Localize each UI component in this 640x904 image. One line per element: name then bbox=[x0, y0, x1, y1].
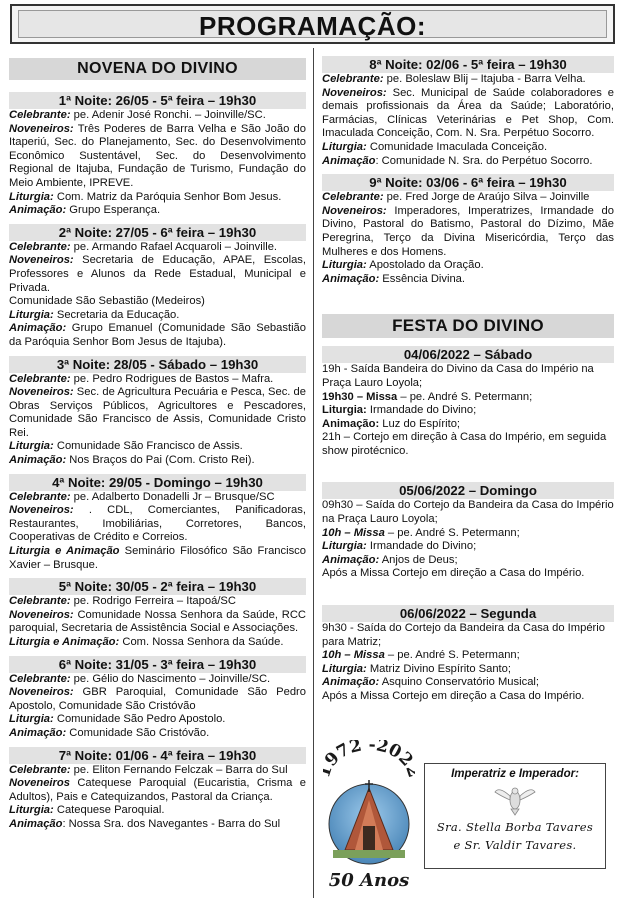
entry-line bbox=[322, 499, 614, 526]
entry-line bbox=[322, 87, 614, 141]
entry-line-label: Celebrante: bbox=[9, 240, 71, 253]
entry-line-label: Noveneiros: bbox=[9, 608, 74, 621]
entry-line-label: Noveneiros bbox=[9, 777, 70, 790]
church-emblem bbox=[323, 740, 415, 900]
entry-line-text: Comunidade São Cristóvão. bbox=[66, 726, 210, 739]
entry-body bbox=[9, 595, 306, 649]
entry-line-label: Animação: bbox=[9, 322, 67, 335]
entry-line-text: Secretaria de Educação, APAE, Escolas, Professores e Alunos da Rede Estadual, Municipal e Privada. bbox=[9, 254, 306, 294]
entry-line-label: Liturgia e Animação bbox=[9, 545, 120, 558]
entry-line-label: Liturgia: bbox=[322, 140, 367, 153]
entry-line bbox=[322, 554, 614, 568]
entry-line-text: : Nossa Sra. dos Navegantes - Barra do Sul bbox=[62, 817, 281, 830]
entry-line-label: Animação: bbox=[322, 272, 380, 285]
entry-line bbox=[9, 386, 306, 440]
entry-line bbox=[9, 727, 306, 741]
entry-line-label: Celebrante: bbox=[9, 595, 71, 608]
entry-line-text: Grupo Esperança. bbox=[66, 204, 161, 217]
entry-line-label: Noveneiros: bbox=[9, 122, 74, 135]
entry-line-label: Celebrante: bbox=[322, 73, 384, 85]
entry-line-text: Apostolado da Oração. bbox=[366, 259, 484, 272]
entry-line-text: pe. Fred Jorge de Araújo Silva – Joinville bbox=[383, 191, 590, 204]
entry-line-text: Comunidade São Pedro Apostolo. bbox=[53, 713, 226, 726]
entry-line-label: Animação: bbox=[9, 454, 67, 467]
entry-line bbox=[322, 690, 614, 704]
entry-line-label: Liturgia e Animação: bbox=[9, 636, 120, 648]
entry-line bbox=[9, 322, 306, 349]
entry-body bbox=[322, 191, 614, 286]
entry-line bbox=[9, 686, 306, 713]
entry-line bbox=[9, 545, 306, 572]
entry-line bbox=[9, 123, 306, 191]
entry-line-text: Após a Missa Cortejo em direção a Casa do Império. bbox=[322, 690, 585, 702]
entry-line bbox=[9, 373, 306, 387]
right-column bbox=[322, 56, 614, 704]
entry-line-text: pe. Adalberto Donadelli Jr – Brusque/SC bbox=[70, 490, 275, 503]
entry-line-label: Celebrante: bbox=[9, 109, 71, 121]
entry-line-text: pe. Armando Rafael Acquaroli – Joinville. bbox=[70, 240, 278, 253]
entry-body bbox=[9, 373, 306, 468]
entry-line bbox=[322, 622, 614, 649]
entry-line-text: Irmandade do Divino; bbox=[366, 540, 477, 553]
entry-line bbox=[9, 241, 306, 255]
entry-line bbox=[322, 567, 614, 581]
entry-line-label: Liturgia: bbox=[9, 713, 54, 726]
emperors-names bbox=[425, 818, 605, 854]
entry-line bbox=[322, 649, 614, 663]
entry-line-label: Celebrante: bbox=[9, 372, 71, 385]
entry-line-label: Liturgia: bbox=[322, 259, 367, 272]
entry-line-label: 10h – Missa bbox=[322, 526, 385, 539]
entry-body bbox=[9, 764, 306, 832]
entry-line-text: pe. Adenir José Ronchi. – Joinville/SC. bbox=[70, 109, 266, 121]
entry-line bbox=[9, 595, 306, 609]
entry-line bbox=[322, 663, 614, 677]
entry-line-text: GBR Paroquial, Comunidade São Pedro Apostolo, Comunidade São Cristóvão bbox=[9, 686, 306, 712]
entry-line bbox=[322, 73, 614, 87]
entry-line-text: : Comunidade N. Sra. do Perpétuo Socorro. bbox=[375, 154, 593, 167]
entry-line bbox=[9, 204, 306, 218]
entry-line-text: Três Poderes de Barra Velha e São João do Itaperiú, Sec. do Planejamento, Sec. do Desenvolvimento Econômico Sustentável, Sec. do Desenvolvimento Regional de Itajuba, Fundação de Turismo, Fundação do Meio Ambiente, IPREVE. bbox=[9, 122, 306, 189]
entry-line bbox=[9, 295, 306, 309]
entry-body bbox=[322, 622, 614, 704]
entry-line-text: Catequese Paroquial (Eucaristia, Crisma e Adultos), Pais e Catequizandos, Pastoral da Criança. bbox=[9, 777, 306, 803]
entry-title: 5ª Noite: 30/05 - 2ª feira – 19h30 bbox=[9, 578, 306, 595]
entry-line-label: Animação: bbox=[9, 204, 67, 217]
dove-icon bbox=[493, 782, 537, 816]
entry-line-label: Noveneiros: bbox=[9, 504, 74, 517]
entry-line-text: 9h30 - Saída do Cortejo da Bandeira da Casa do Império para Matriz; bbox=[322, 622, 605, 648]
entry-line bbox=[322, 418, 614, 432]
entry-title: 2ª Noite: 27/05 - 6ª feira – 19h30 bbox=[9, 224, 306, 241]
entry-line bbox=[322, 404, 614, 418]
novena-section-title: NOVENA DO DIVINO bbox=[9, 58, 306, 80]
entry-line bbox=[322, 363, 614, 390]
entry-line bbox=[322, 527, 614, 541]
entry-body bbox=[322, 363, 614, 458]
entry-line-label: Animação: bbox=[322, 553, 380, 566]
entry-line-text: Secretaria da Educação. bbox=[53, 308, 180, 321]
entry-line-text: pe. Boleslaw Blij – Itajuba - Barra Velha. bbox=[383, 73, 586, 85]
entry-line-text: Comunidade São Francisco de Assis. bbox=[53, 440, 243, 453]
entry-line-label: Celebrante: bbox=[9, 490, 71, 503]
page-title: PROGRAMAÇÃO: bbox=[18, 10, 607, 38]
entry-line-text: Imperadores, Imperatrizes, Irmandade do Divino, Pastoral do Batismo, Pastoral do Dízimo, Mãe Peregrina, Terço da Divina Misericórdia, Terço das Mulheres e dos Homens. bbox=[322, 204, 614, 258]
entry-line-label: Liturgia: bbox=[322, 540, 367, 553]
entry-line-label: Noveneiros: bbox=[9, 686, 74, 699]
entry-line bbox=[9, 636, 306, 650]
entry-line-label: Noveneiros: bbox=[322, 86, 387, 99]
entry-line-text: Anjos de Deus; bbox=[379, 553, 458, 566]
entry-line-text: Comunidade São Sebastião (Medeiros) bbox=[9, 295, 205, 308]
emperors-box bbox=[424, 763, 606, 869]
entry-line bbox=[322, 273, 614, 287]
entry-line-label: Noveneiros: bbox=[9, 386, 74, 399]
entry-line bbox=[322, 141, 614, 155]
entry-line-text: Grupo Emanuel (Comunidade São Sebastião da Paróquia Senhor Bom Jesus de Itajuba). bbox=[9, 322, 306, 348]
entry-title: 4ª Noite: 29/05 - Domingo – 19h30 bbox=[9, 474, 306, 491]
entry-line bbox=[322, 191, 614, 205]
entry-title: 1ª Noite: 26/05 - 5ª feira – 19h30 bbox=[9, 92, 306, 109]
entry-line-label: Liturgia: bbox=[9, 804, 54, 817]
entry-line bbox=[9, 504, 306, 545]
title-banner bbox=[10, 4, 615, 44]
entry-line bbox=[322, 431, 614, 458]
logo-anniversary: 50 Anos bbox=[328, 870, 410, 891]
entry-title: 8ª Noite: 02/06 - 5ª feira – 19h30 bbox=[322, 56, 614, 73]
entry-body bbox=[9, 109, 306, 218]
entry-line-label: Animação bbox=[322, 154, 376, 167]
entry-body bbox=[9, 241, 306, 350]
entry-line-label: Animação: bbox=[322, 417, 380, 430]
entry-title: 6ª Noite: 31/05 - 3ª feira – 19h30 bbox=[9, 656, 306, 673]
entry-line bbox=[322, 676, 614, 690]
entry-line-text: Nos Braços do Pai (Com. Cristo Rei). bbox=[66, 454, 255, 467]
entry-line-text: Com. Matriz da Paróquia Senhor Bom Jesus. bbox=[53, 190, 282, 203]
entry-line-text: pe. Rodrigo Ferreira – Itapoá/SC bbox=[70, 595, 236, 608]
entry-line bbox=[9, 454, 306, 468]
entry-line-text: – pe. André S. Petermann; bbox=[384, 526, 520, 539]
entry-line bbox=[9, 673, 306, 687]
entry-line-label: Celebrante: bbox=[9, 763, 71, 776]
logo-years: 972 -202 bbox=[323, 740, 415, 771]
entry-line-text: Com. Nossa Senhora da Saúde. bbox=[119, 636, 284, 648]
entry-line-text: Sec. de Agricultura Pecuária e Pesca, Sec. de Obras Serviços Públicos, Agricultores e Pescadores, Comunidade São Francisco de Assis, Comunidade Cristo Rei. bbox=[9, 386, 306, 439]
entry-line-text: pe. Gélio do Nascimento – Joinville/SC. bbox=[70, 672, 271, 685]
anniversary-logo bbox=[323, 740, 415, 900]
entry-title: 7ª Noite: 01/06 - 4ª feira – 19h30 bbox=[9, 747, 306, 764]
entry-line bbox=[322, 391, 614, 405]
entry-title: 06/06/2022 – Segunda bbox=[322, 605, 614, 622]
entry-line-text: Matriz Divino Espírito Santo; bbox=[366, 662, 511, 675]
entry-body bbox=[9, 673, 306, 741]
entry-line bbox=[9, 764, 306, 778]
entry-line bbox=[322, 540, 614, 554]
entry-line bbox=[322, 259, 614, 273]
emperors-line-2: e Sr. Valdir Tavares. bbox=[453, 838, 577, 852]
entry-line-text: Essência Divina. bbox=[379, 272, 466, 285]
entry-line-text: Sec. Municipal de Saúde colaboradores e demais profissionais da Área da Saúde; Laboratório, Farmácias, Clínicas Veterinárias e Pet Shop, Com. Imaculada Conceição, Com. N. Sra. Perpétuo Socorro. bbox=[322, 86, 614, 140]
entry-line-text: 09h30 – Saída do Cortejo da Bandeira da Casa do Império na Praça Lauro Loyola; bbox=[322, 499, 614, 526]
entry-line-label: Animação: bbox=[9, 726, 67, 739]
entry-line bbox=[9, 804, 306, 818]
entry-title: 04/06/2022 – Sábado bbox=[322, 346, 614, 363]
entry-line-label: Noveneiros: bbox=[9, 254, 74, 267]
entry-line bbox=[9, 254, 306, 295]
entry-line-text: Seminário Filosófico São Francisco Xavier – Brusque. bbox=[9, 545, 307, 571]
entry-line-text: . CDL, Comerciantes, Panificadoras, Restaurantes, Imobiliárias, Corretores, Bancos, Cooperativas de Crédito e Correios. bbox=[9, 504, 306, 544]
entry-line bbox=[322, 155, 614, 169]
entry-line-text: pe. Eliton Fernando Felczak – Barra do Sul bbox=[70, 763, 288, 776]
entry-line bbox=[322, 205, 614, 259]
entry-title: 3ª Noite: 28/05 - Sábado – 19h30 bbox=[9, 356, 306, 373]
entry-line bbox=[9, 818, 306, 832]
entry-line-text: 19h - Saída Bandeira do Divino da Casa do Império na Praça Lauro Loyola; bbox=[322, 363, 594, 389]
entry-line-label: Celebrante: bbox=[9, 672, 71, 685]
entry-line bbox=[9, 440, 306, 454]
entry-line-text: Comunidade Imaculada Conceição. bbox=[366, 140, 548, 153]
novena-column bbox=[9, 58, 306, 832]
entry-line-label: Liturgia: bbox=[322, 404, 367, 417]
entry-line-text: Asquino Conservatório Musical; bbox=[379, 676, 540, 689]
entry-line bbox=[9, 491, 306, 505]
entry-body bbox=[9, 491, 306, 573]
entry-line-text: Após a Missa Cortejo em direção a Casa do Império. bbox=[322, 567, 585, 580]
entry-line bbox=[9, 609, 306, 636]
entry-line-label: 10h – Missa bbox=[322, 649, 385, 662]
emperors-title: Imperatriz e Imperador: bbox=[451, 768, 579, 780]
entry-line bbox=[9, 191, 306, 205]
entry-line-label: Animação bbox=[9, 817, 63, 830]
entry-body bbox=[322, 499, 614, 581]
entry-line-text: – pe. André S. Petermann; bbox=[384, 649, 520, 662]
entry-line-text: Irmandade do Divino; bbox=[366, 404, 477, 417]
entry-line-label: Liturgia: bbox=[9, 440, 54, 453]
column-divider bbox=[313, 48, 314, 898]
festa-section-title: FESTA DO DIVINO bbox=[322, 314, 614, 338]
entry-title: 9ª Noite: 03/06 - 6ª feira – 19h30 bbox=[322, 174, 614, 191]
entry-line bbox=[9, 713, 306, 727]
entry-title: 05/06/2022 – Domingo bbox=[322, 482, 614, 499]
entry-line-label: Animação: bbox=[322, 676, 380, 689]
emperors-line-1: Sra. Stella Borba Tavares bbox=[436, 820, 594, 834]
entry-line-text: – pe. André S. Petermann; bbox=[397, 390, 533, 403]
entry-line-label: Celebrante: bbox=[322, 191, 384, 204]
entry-line-label: 19h30 – Missa bbox=[322, 390, 398, 403]
entry-line-text: Comunidade Nossa Senhora da Saúde, RCC paroquial, Secretaria de Assistência Social e Associações. bbox=[9, 608, 306, 635]
entry-line-label: Liturgia: bbox=[322, 662, 367, 675]
entry-line-text: pe. Pedro Rodrigues de Bastos – Mafra. bbox=[70, 372, 274, 385]
entry-line-text: 21h – Cortejo em direção à Casa do Império, em seguida show pirotécnico. bbox=[322, 431, 607, 457]
entry-line bbox=[9, 109, 306, 123]
entry-line-text: Luz do Espírito; bbox=[379, 417, 461, 430]
entry-line-label: Noveneiros: bbox=[322, 204, 387, 217]
entry-line-text: Catequese Paroquial. bbox=[53, 804, 165, 817]
entry-body bbox=[322, 73, 614, 168]
entry-line bbox=[9, 309, 306, 323]
entry-line-label: Liturgia: bbox=[9, 308, 54, 321]
entry-line bbox=[9, 777, 306, 804]
entry-line-label: Liturgia: bbox=[9, 190, 54, 203]
